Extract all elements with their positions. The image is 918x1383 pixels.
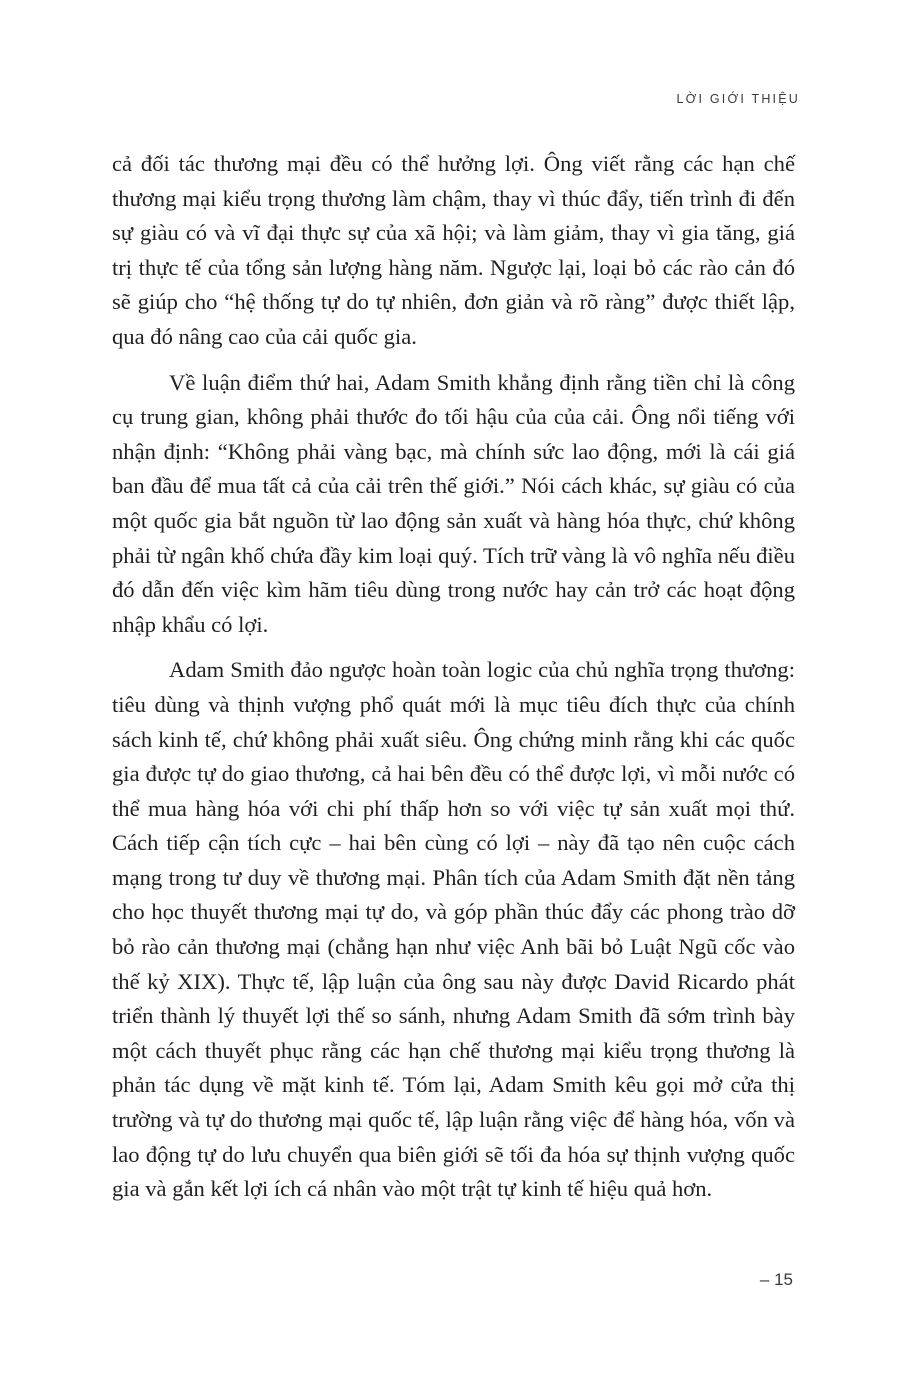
paragraph-continuation: cả đối tác thương mại đều có thể hưởng lợi. Ông viết rằng các hạn chế thương mại kiểu trọng thương làm chậm, thay vì thúc đẩy, tiến trình đi đến sự giàu có và vĩ đại thực sự của xã hội; và làm giảm, thay vì gia tăng, giá trị thực tế của tổng sản lượng hàng năm. Ngược lại, loại bỏ các rào cản đó sẽ giúp cho “hệ thống tự do tự nhiên, đơn giản và rõ ràng” được thiết lập, qua đó nâng cao của cải quốc gia. [112, 151, 795, 349]
page-number: – 15 [759, 1270, 793, 1289]
paragraph-free-trade: Adam Smith đảo ngược hoàn toàn logic của chủ nghĩa trọng thương: tiêu dùng và thịnh vượng phổ quát mới là mục tiêu đích thực của chính sách kinh tế, chứ không phải xuất siêu. Ông chứng minh rằng khi các quốc gia được tự do giao thương, cả hai bên đều có thể được lợi, vì mỗi nước có thể mua hàng hóa với chi phí thấp hơn so với việc tự sản xuất mọi thứ. Cách tiếp cận tích cực – hai bên cùng có lợi – này đã tạo nên cuộc cách mạng trong tư duy về thương mại. Phân tích của Adam Smith đặt nền tảng cho học thuyết thương mại tự do, và góp phần thúc đẩy các phong trào dỡ bỏ rào cản thương mại (chẳng hạn như việc Anh bãi bỏ Luật Ngũ cốc vào thế kỷ XIX). Thực tế, lập luận của ông sau này được David Ricardo phát triển thành lý thuyết lợi thế so sánh, nhưng Adam Smith đã sớm trình bày một cách thuyết phục rằng các hạn chế thương mại kiểu trọng thương là phản tác dụng về mặt kinh tế. Tóm lại, Adam Smith kêu gọi mở cửa thị trường và tự do thương mại quốc tế, lập luận rằng việc để hàng hóa, vốn và lao động tự do lưu chuyển qua biên giới sẽ tối đa hóa sự thịnh vượng quốc gia và gắn kết lợi ích cá nhân vào một trật tự kinh tế hiệu quả hơn. [112, 657, 795, 1202]
running-header: LỜI GIỚI THIỆU [676, 92, 800, 106]
paragraph-money-argument: Về luận điểm thứ hai, Adam Smith khẳng định rằng tiền chỉ là công cụ trung gian, không phải thước đo tối hậu của của cải. Ông nổi tiếng với nhận định: “Không phải vàng bạc, mà chính sức lao động, mới là cái giá ban đầu để mua tất cả của cải trên thế giới.” Nói cách khác, sự giàu có của một quốc gia bắt nguồn từ lao động sản xuất và hàng hóa thực, chứ không phải từ ngân khố chứa đầy kim loại quý. Tích trữ vàng là vô nghĩa nếu điều đó dẫn đến việc kìm hãm tiêu dùng trong nước hay cản trở các hoạt động nhập khẩu có lợi. [112, 369, 795, 637]
body-text [112, 147, 795, 1207]
